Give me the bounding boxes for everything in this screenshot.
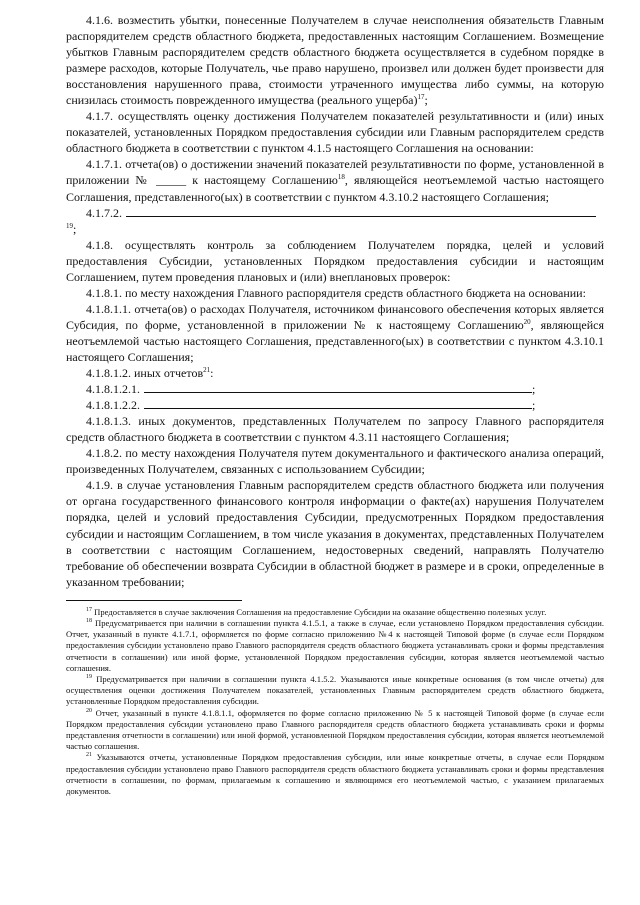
footnote-19: $^{19}$ Предусматривается при наличии в соглашении пункта 4.1.5.2. Указываются иные конкретные основания (в том числе отчеты) для осуществления оценки достижения Получателем показателей, установленных Главным распорядителем средств областного бюджета, установленные Порядком предоставления субсидии.: [66, 673, 604, 707]
blank-line: [144, 381, 532, 393]
footnote-17: $^{17}$ Предоставляется в случае заключения Соглашения на предоставление Субсидии на оказание общественно полезных услуг.: [86, 606, 547, 617]
footnote-18: $^{18}$ Предусматривается при наличии в соглашении пункта 4.1.5.1, а также в случае, если установлено Порядком предоставления субсидии. Отчет, указанный в пункте 4.1.7.1, оформляется по форме согласно приложению №4 к настоящей Типовой форме (в случае если Порядком предоставления субсидии установлено право Главного распорядителя средств областного бюджета устанавливать сроки и формы представления отчетности в соглашении) или иной форме, установленной Порядком предоставления субсидии, которая является неотъемлемой частью соглашения.: [66, 617, 604, 673]
clause-4-1-8-1-2-1: 4.1.8.1.2.1. ;: [86, 382, 536, 397]
footnote-divider: [66, 600, 242, 601]
document-page: [66, 12, 604, 797]
clause-4-1-8-1-1: 4.1.8.1.1. отчета(ов) о расходах Получателя, источником финансового обеспечения которых является Субсидия, по форме, установленной в приложении № к настоящему Соглашению$^{20}$, являющейся неотъемлемой частью настоящего Соглашения, представленного(ых) в соответствии с пунктом 4.3.10.1 настоящего Соглашения;: [66, 301, 604, 364]
clause-4-1-7-1: 4.1.7.1. отчета(ов) о достижении значений показателей результативности по форме, установленной в приложении № _____ к настоящему Соглашению$^{18}$, являющейся неотъемлемой частью настоящего Соглашения, представленного(ых) в соответствии с пунктом 4.3.10.2 настоящего Соглашения;: [66, 157, 604, 204]
agreement-body: [66, 12, 604, 590]
clause-4-1-8-2: 4.1.8.2. по месту нахождения Получателя путем документального и фактического анализа операций, произведенных Получателем, связанных с использованием Субсидии;: [66, 446, 604, 477]
clause-4-1-9: 4.1.9. в случае установления Главным распорядителем средств областного бюджета или получения от органа государственного финансового контроля информации о факте(ах) нарушения Получателем порядка, целей и условий предоставления Субсидии, предусмотренных Порядком предоставления субсидии и настоящим Соглашением, в том числе указания в документах, представленных Получателем в соответствии с настоящим Соглашением, недостоверных сведений, направлять Получателю требование об обеспечении возврата Субсидии в областной бюджет в размере и в сроки, определенные в указанном требовании;: [66, 478, 604, 589]
blank-field: _____: [156, 173, 187, 188]
clause-4-1-8-1-2-2: 4.1.8.1.2.2. ;: [86, 398, 536, 413]
clause-4-1-8: 4.1.8. осуществлять контроль за соблюдением Получателем порядка, целей и условий предоставления Субсидии, установленных Порядком предоставления субсидии и настоящим Соглашением, путем проведения плановых и (или) внеплановых проверок:: [66, 237, 604, 284]
clause-4-1-7: 4.1.7. осуществлять оценку достижения Получателем показателей результативности и (или) иных показателей, установленных Порядком предоставления субсидии или Главным распорядителем средств областного бюджета в соответствии с пунктом 4.1.5 настоящего Соглашения на основании:: [66, 109, 604, 156]
footnote-20: $^{20}$ Отчет, указанный в пункте 4.1.8.1.1, оформляется по форме согласно приложению № 5 к настоящей Типовой форме (в случае если Порядком предоставления субсидии установлено право Главного распорядителя средств областного бюджета устанавливать сроки и формы представления отчетности в соглашении) или иной формой, установленной Порядком предоставления субсидии, которая является неотъемлемой частью соглашения.: [66, 707, 604, 752]
footnote-ref[interactable]: 18: [337, 173, 345, 182]
clause-4-1-8-1-2: 4.1.8.1.2. иных отчетов$^{21}$:: [86, 366, 214, 381]
clause-4-1-6: 4.1.6. возместить убытки, понесенные Получателем в случае неисполнения обязательств Главным распорядителем средств областного бюджета, предоставленных настоящим Соглашением. Возмещение убытков Главным распорядителем средств областного бюджета осуществляется в судебном порядке в размере расходов, которые Получатель, чье право нарушено, произвел или должен будет произвести для восстановления нарушенного права, стоимости утраченного имущества либо суммы, на которую снизилась стоимость поврежденного имущества (реального ущерба)$^{17}$;: [66, 13, 604, 108]
footnote-ref[interactable]: 19: [66, 221, 73, 230]
blank-line: [126, 205, 596, 217]
footnote-ref[interactable]: 20: [523, 317, 531, 326]
clause-4-1-7-2: 4.1.7.2.19;: [66, 205, 604, 237]
clause-4-1-8-1: 4.1.8.1. по месту нахождения Главного распорядителя средств областного бюджета на основании:: [86, 285, 586, 300]
footnotes: [66, 607, 604, 797]
clause-4-1-8-1-3: 4.1.8.1.3. иных документов, представленных Получателем по запросу Главного распорядителя средств областного бюджета в соответствии с пунктом 4.3.11 настоящего Соглашения;: [66, 414, 604, 445]
footnote-21: $^{21}$ Указываются отчеты, установленные Порядком предоставления субсидии, или иные конкретные отчеты, в случае если Порядком предоставления субсидии установлено право Главного распорядителя средств областного бюджета устанавливать сроки и формы представления отчетности в соглашении, по формам, прилагаемым к соглашению и являющимся его неотъемлемой частью, с указанием прилагаемых документов.: [66, 752, 605, 796]
footnote-ref[interactable]: 17: [417, 93, 425, 102]
blank-line: [144, 397, 532, 409]
footnote-ref[interactable]: 21: [203, 366, 211, 375]
